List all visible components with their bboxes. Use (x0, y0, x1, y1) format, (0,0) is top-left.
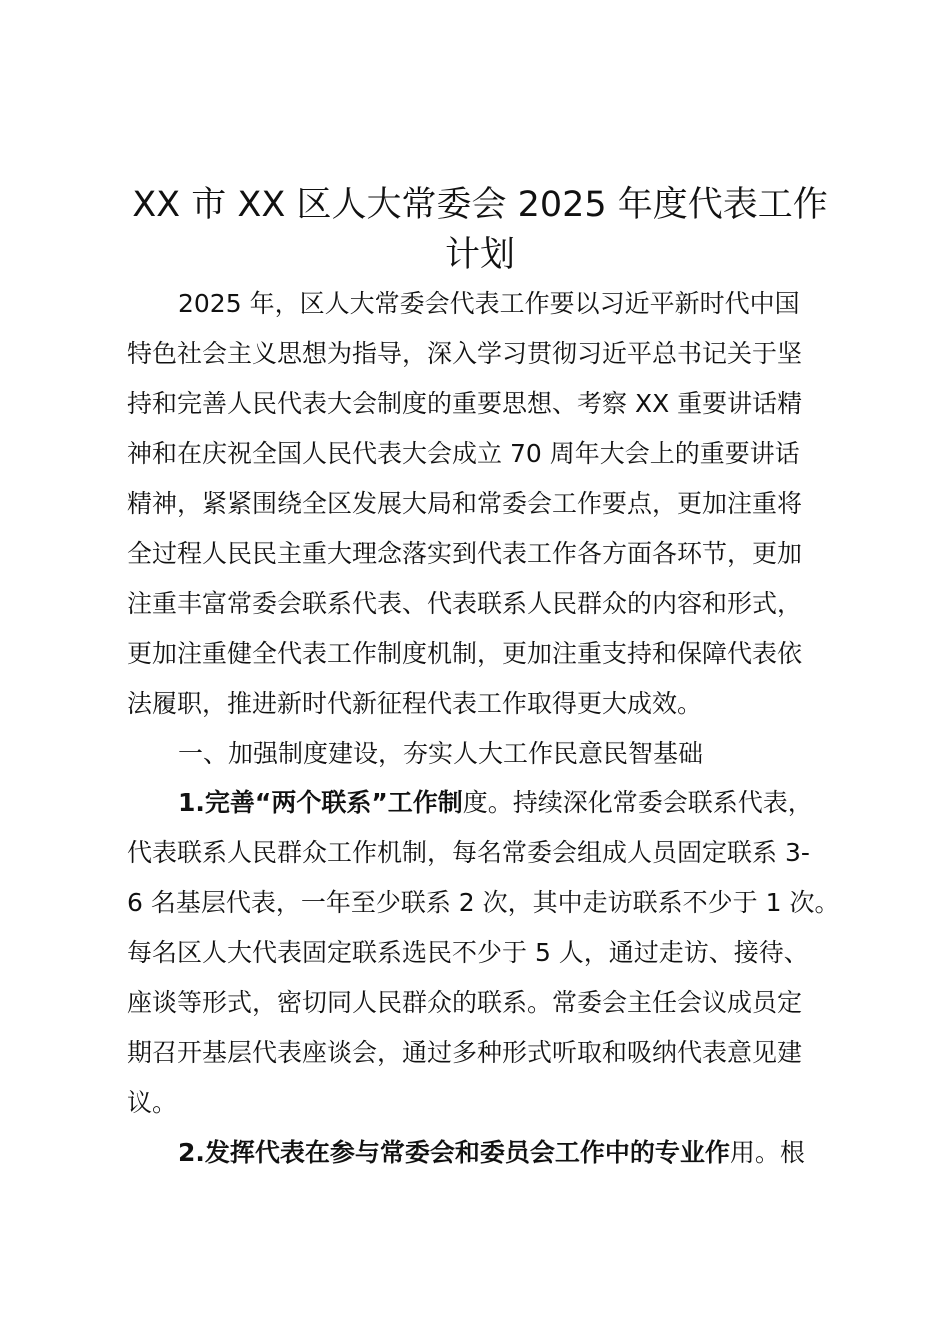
item-2-first-line-rest: 用。根 (729, 1138, 805, 1167)
item-1-line-7: 议。 (127, 1088, 178, 1117)
item-1-line-5: 座谈等形式，密切同人民群众的联系。常委会主任会议成员定 (127, 988, 803, 1017)
intro-line-6: 全过程人民民主重大理念落实到代表工作各方面各环节，更加 (127, 539, 803, 568)
intro-line-7: 注重丰富常委会联系代表、代表联系人民群众的内容和形式， (127, 589, 803, 618)
item-2-first-line (178, 1128, 805, 1178)
item-2-bold-lead: 2.发挥代表在参与常委会和委员会工作中的专业作 (178, 1138, 730, 1167)
intro-line-1: 2025 年，区人大常委会代表工作要以习近平新时代中国 (178, 289, 800, 318)
intro-line-8: 更加注重健全代表工作制度机制，更加注重支持和保障代表依 (127, 639, 803, 668)
document-title-line-1: XX 市 XX 区人大常委会 2025 年度代表工作 (132, 185, 828, 225)
item-1-line-2: 代表联系人民群众工作机制，每名常委会组成人员固定联系 3- (127, 838, 810, 867)
document-title-line-2: 计划 (444, 235, 515, 275)
item-1-first-line-rest: 度。持续深化常委会联系代表， (462, 788, 813, 817)
item-1-first-line (178, 778, 813, 828)
section-1-heading: 一、加强制度建设，夯实人大工作民意民智基础 (178, 739, 704, 768)
item-1-line-6: 期召开基层代表座谈会，通过多种形式听取和吸纳代表意见建 (127, 1038, 803, 1067)
intro-line-4: 神和在庆祝全国人民代表大会成立 70 周年大会上的重要讲话 (127, 439, 800, 468)
item-1-line-3: 6 名基层代表，一年至少联系 2 次，其中走访联系不少于 1 次。 (127, 888, 840, 917)
intro-line-2: 特色社会主义思想为指导，深入学习贯彻习近平总书记关于坚 (127, 339, 803, 368)
item-1-bold-lead: 1.完善“两个联系”工作制 (178, 788, 463, 817)
intro-line-9: 法履职，推进新时代新征程代表工作取得更大成效。 (127, 689, 703, 718)
intro-line-3: 持和完善人民代表大会制度的重要思想、考察 XX 重要讲话精 (127, 389, 803, 418)
item-1-line-4: 每名区人大代表固定联系选民不少于 5 人，通过走访、接待、 (127, 938, 809, 967)
intro-line-5: 精神，紧紧围绕全区发展大局和常委会工作要点，更加注重将 (127, 489, 803, 518)
